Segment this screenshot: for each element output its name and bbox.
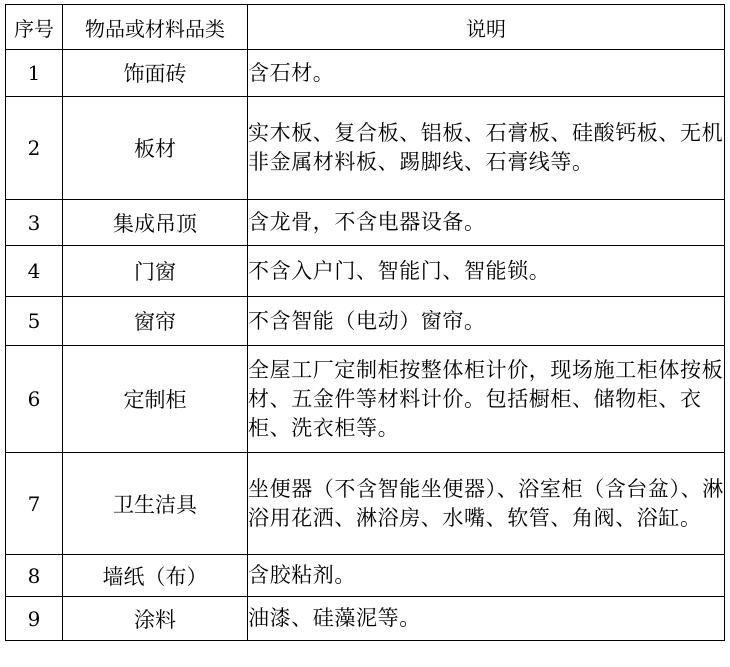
row-number: 7 [6, 453, 63, 555]
row-category: 卫生洁具 [63, 453, 248, 555]
row-category: 窗帘 [63, 297, 248, 346]
items-table [5, 4, 725, 641]
table-row [6, 50, 725, 97]
table-row [6, 200, 725, 246]
row-note: 不含入户门、智能门、智能锁。 [248, 246, 725, 297]
table-row [6, 246, 725, 297]
row-note: 含龙骨，不含电器设备。 [248, 200, 725, 246]
row-note: 含胶粘剂。 [248, 555, 725, 597]
table-row [6, 346, 725, 453]
row-category: 定制柜 [63, 346, 248, 453]
header-row [6, 5, 725, 50]
row-number: 9 [6, 597, 63, 641]
table-row [6, 97, 725, 200]
table-row [6, 297, 725, 346]
row-note: 含石材。 [248, 50, 725, 97]
row-number: 8 [6, 555, 63, 597]
header-note: 说明 [248, 5, 725, 50]
table-row [6, 597, 725, 641]
row-category: 门窗 [63, 246, 248, 297]
row-number: 6 [6, 346, 63, 453]
row-note: 油漆、硅藻泥等。 [248, 597, 725, 641]
table-row [6, 453, 725, 555]
row-number: 4 [6, 246, 63, 297]
row-number: 2 [6, 97, 63, 200]
row-number: 3 [6, 200, 63, 246]
row-category: 涂料 [63, 597, 248, 641]
table-row [6, 555, 725, 597]
row-note: 不含智能（电动）窗帘。 [248, 297, 725, 346]
row-number: 1 [6, 50, 63, 97]
row-category: 板材 [63, 97, 248, 200]
row-category: 饰面砖 [63, 50, 248, 97]
header-category: 物品或材料品类 [63, 5, 248, 50]
row-number: 5 [6, 297, 63, 346]
row-note: 全屋工厂定制柜按整体柜计价，现场施工柜体按板材、五金件等材料计价。包括橱柜、储物柜、衣柜、洗衣柜等。 [248, 346, 725, 453]
row-note: 坐便器（不含智能坐便器）、浴室柜（含台盆）、淋浴用花洒、淋浴房、水嘴、软管、角阀、浴缸。 [248, 453, 725, 555]
row-category: 墙纸（布） [63, 555, 248, 597]
row-note: 实木板、复合板、铝板、石膏板、硅酸钙板、无机非金属材料板、踢脚线、石膏线等。 [248, 97, 725, 200]
row-category: 集成吊顶 [63, 200, 248, 246]
header-number: 序号 [6, 5, 63, 50]
